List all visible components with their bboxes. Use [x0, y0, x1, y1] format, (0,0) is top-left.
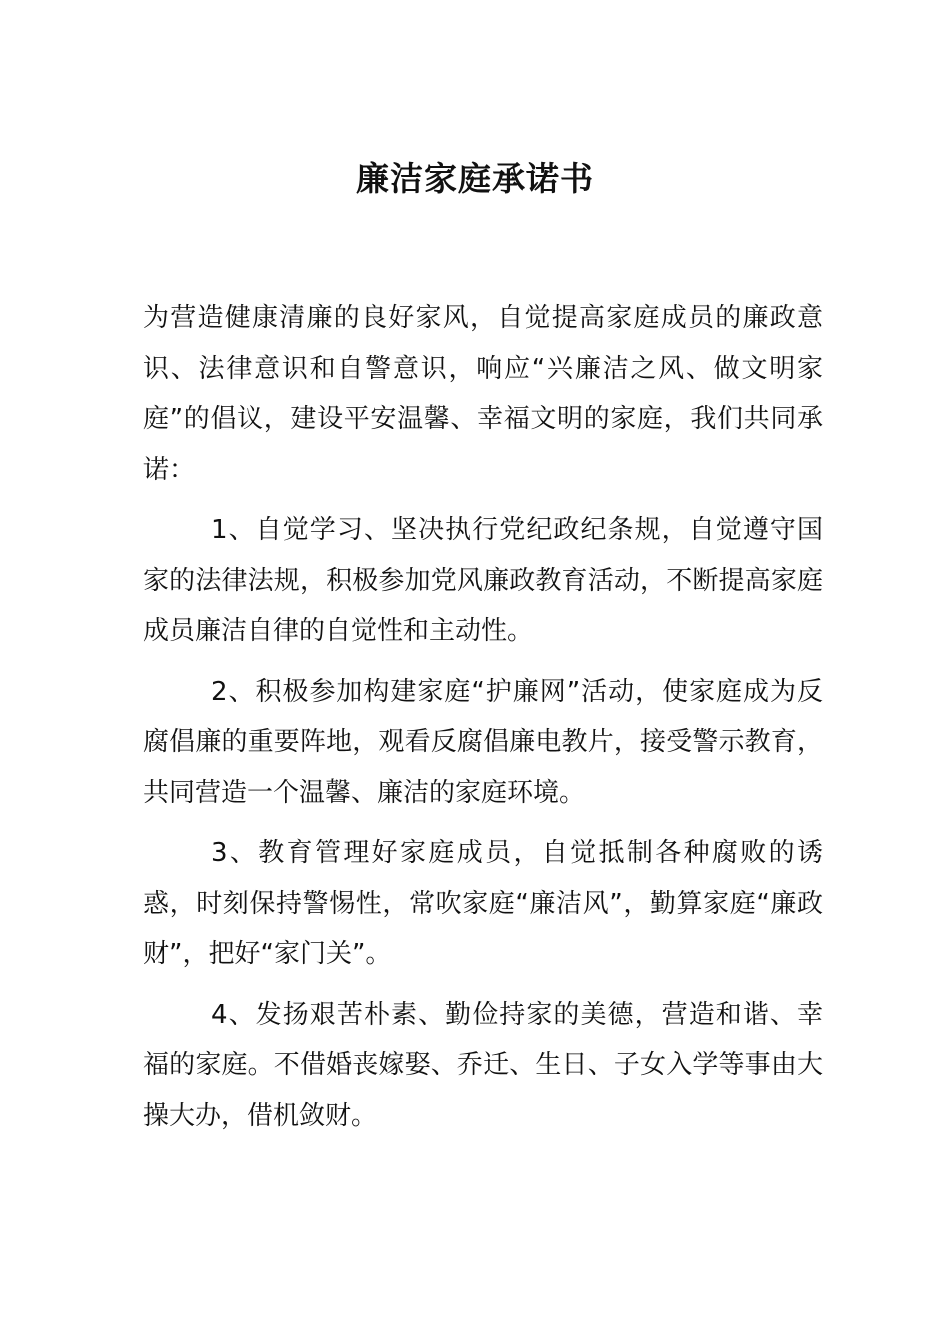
- commitment-item-2: 2、积极参加构建家庭“护廉网”活动，使家庭成为反腐倡廉的重要阵地，观看反腐倡廉电教片，接受警示教育，共同营造一个温馨、廉洁的家庭环境。: [143, 676, 823, 808]
- commitment-item-4: 4、发扬艰苦朴素、勤俭持家的美德，营造和谐、幸福的家庭。不借婚丧嫁娶、乔迁、生日、子女入学等事由大操大办，借机敛财。: [143, 999, 823, 1131]
- commitment-item-1: 1、自觉学习、坚决执行党纪政纪条规，自觉遵守国家的法律法规，积极参加党风廉政教育活动，不断提高家庭成员廉洁自律的自觉性和主动性。: [143, 515, 823, 646]
- intro-paragraph: 为营造健康清廉的良好家风，自觉提高家庭成员的廉政意识、法律意识和自警意识，响应“兴廉洁之风、做文明家庭”的倡议，建设平安温馨、幸福文明的家庭，我们共同承诺：: [143, 303, 823, 485]
- commitment-item-3: 3、教育管理好家庭成员，自觉抵制各种腐败的诱惑，时刻保持警惕性，常吹家庭“廉洁风”，勤算家庭“廉政财”，把好“家门关”。: [143, 838, 823, 969]
- document-body: [143, 293, 823, 1151]
- document-title: 廉洁家庭承诺书: [356, 159, 594, 198]
